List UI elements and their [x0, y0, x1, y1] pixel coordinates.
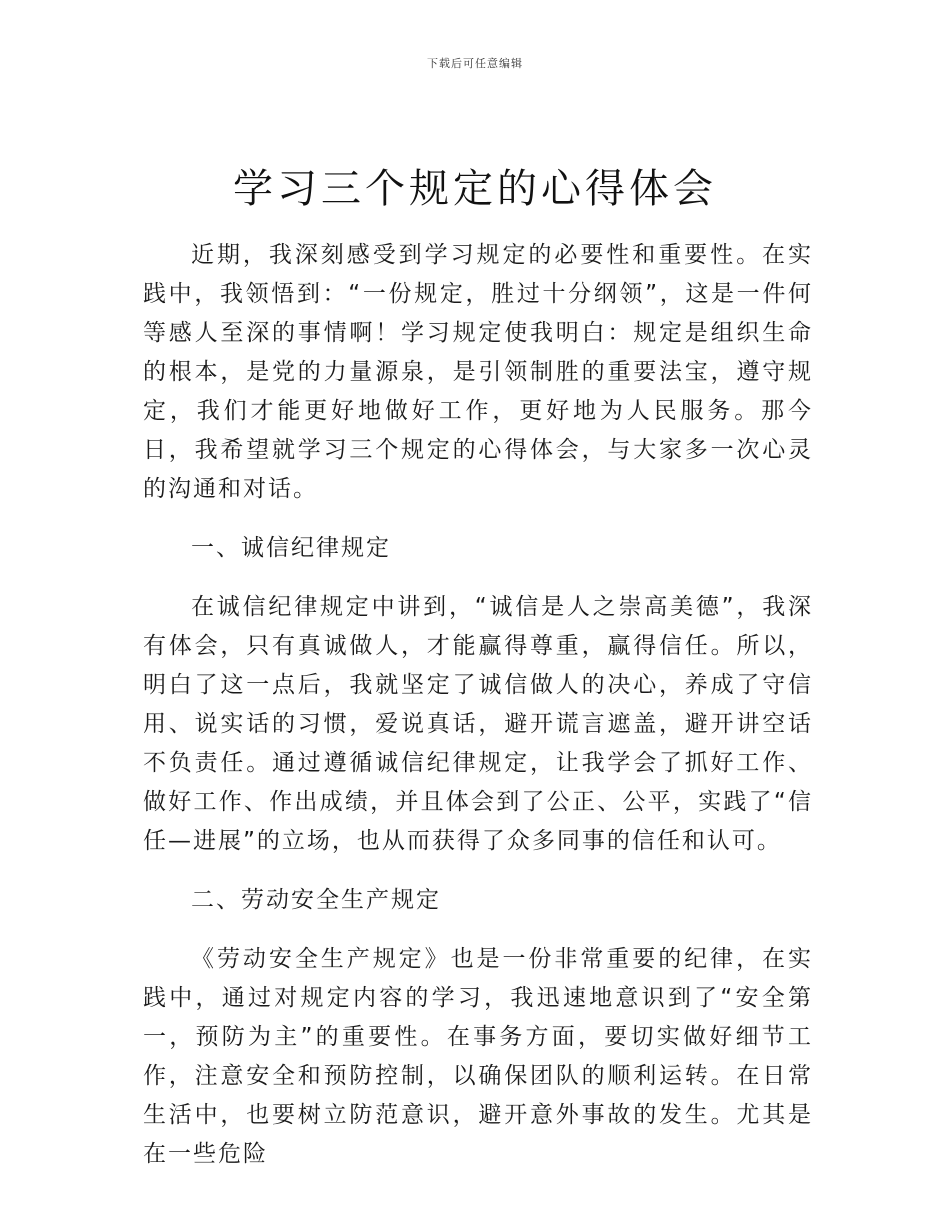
- integrity-paragraph: 在诚信纪律规定中讲到，“诚信是人之崇高美德”，我深有体会，只有真诚做人，才能赢得尊重，赢得信任。所以，明白了这一点后，我就坚定了诚信做人的决心，养成了守信用、说实话的习惯，爱说真话，避开谎言遮盖，避开讲空话不负责任。通过遵循诚信纪律规定，让我学会了抓好工作、做好工作、作出成绩，并且体会到了公正、公平，实践了“信任—进展”的立场，也从而获得了众多同事的信任和认可。: [143, 594, 813, 854]
- intro-paragraph: 近期，我深刻感受到学习规定的必要性和重要性。在实践中，我领悟到：“一份规定，胜过十分纲领”，这是一件何等感人至深的事情啊！学习规定使我明白：规定是组织生命的根本，是党的力量源泉，是引领制胜的重要法宝，遵守规定，我们才能更好地做好工作，更好地为人民服务。那今日，我希望就学习三个规定的心得体会，与大家多一次心灵的沟通和对话。: [143, 242, 813, 502]
- page-header-note: 下载后可任意编辑: [427, 57, 523, 70]
- safety-paragraph: 《劳动安全生产规定》也是一份非常重要的纪律，在实践中，通过对规定内容的学习，我迅速地意识到了“安全第一，预防为主”的重要性。在事务方面，要切实做好细节工作，注意安全和预防控制，以确保团队的顺利运转。在日常生活中，也要树立防范意识，避开意外事故的发生。尤其是在一些危险: [143, 946, 813, 1167]
- section-heading-safety: 二、劳动安全生产规定: [191, 887, 441, 913]
- document-title: 学习三个规定的心得体会: [233, 166, 717, 212]
- section-heading-integrity: 一、诚信纪律规定: [191, 535, 391, 561]
- document-body: [143, 236, 813, 1194]
